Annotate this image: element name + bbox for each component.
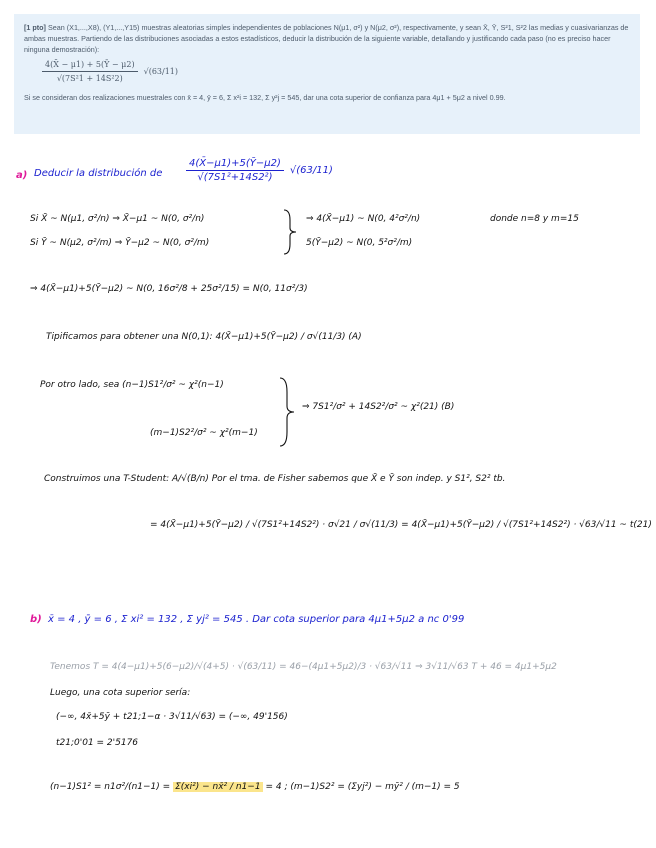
line-b-tenemos: Tenemos T = 4(4−μ1)+5(6−μ2)/√(4+5) · √(63/11) = 46−(4μ1+5μ2)/3 · √63/√11 ⇒ 3√11/√63 T + 46 = 4μ1+5μ2 [50, 662, 557, 672]
line-standardize: Tipificamos para obtener una N(0,1): 4(X̄−μ1)+5(Ȳ−μ2) / σ√(11/3) (A) [46, 332, 362, 342]
line-chi-sum: ⇒ 7S1²/σ² + 14S2²/σ² ~ χ²(21) (B) [302, 402, 455, 412]
part-a-numerator: 4(X̄−μ1)+5(Ȳ−μ2) [186, 158, 284, 171]
part-a-denominator: √(7S1²+14S2²) [197, 172, 273, 183]
s1-result: = 4 [265, 782, 282, 792]
line-t-result: = 4(X̄−μ1)+5(Ȳ−μ2) / √(7S1²+14S2²) · σ√21 / σ√(11/3) = 4(X̄−μ1)+5(Ȳ−μ2) / √(7S1²+14S2²) · √63/√11 ~ t(21) [150, 520, 652, 530]
line-sizes: donde n=8 y m=15 [490, 214, 579, 224]
line-xbar-scaled: ⇒ 4(X̄−μ1) ~ N(0, 4²σ²/n) [306, 214, 421, 224]
problem-second-part: Si se consideran dos realizaciones muestrales con x̄ = 4, ȳ = 6, Σ x²i = 132, Σ y²j = 545, dar una cota superior de confianza para 4μ1 + 5μ2 a nivel 0.99. [24, 93, 506, 102]
part-a-label: a) [16, 170, 28, 181]
line-ybar-scaled: 5(Ȳ−μ2) ~ N(0, 5²σ²/m) [306, 238, 413, 248]
part-a-factor: √(63/11) [289, 165, 333, 176]
line-b-luego: Luego, una cota superior sería: [50, 688, 191, 698]
problem-formula-factor: √(63/11) [143, 67, 178, 76]
line-b-interval: (−∞, 4x̄+5ȳ + t21;1−α · 3√11/√63) = (−∞, 49'156) [56, 712, 288, 722]
part-b-label: b) [30, 614, 42, 625]
line-xbar: Si X̄ ~ N(μ1, σ²/n) ⇒ X̄−μ1 ~ N(0, σ²/n) [30, 214, 205, 224]
problem-formula-numerator: 4(X̄ − μ1) + 5(Ȳ − μ2) [42, 59, 138, 72]
line-b-quantile: t21;0'01 = 2'5176 [56, 738, 139, 748]
part-b-data: x̄ = 4 , ȳ = 6 , Σ xi² = 132 , Σ yj² = 545 . Dar cota superior para 4μ1+5μ2 a nc 0'99 [48, 614, 465, 625]
brace-normal [284, 210, 296, 254]
line-chi-y: (m−1)S2²/σ² ~ χ²(m−1) [150, 428, 258, 438]
line-t-student: Construimos una T-Student: A/√(B/n) Por el tma. de Fisher sabemos que X̄ e Ȳ son indep. y S1², S2² tb. [44, 474, 506, 484]
s1-highlight: Σ(xi²) − nx̄² / n1−1 [175, 782, 261, 792]
part-a-title: Deducir la distribución de [34, 168, 163, 179]
line-chi-x: Por otro lado, sea (n−1)S1²/σ² ~ χ²(n−1) [40, 380, 224, 390]
brace-chi [280, 378, 294, 446]
problem-body: Sean (X1,...,X8), (Y1,...,Y15) muestras aleatorias simples independientes de poblaciones N(μ1, σ²) y N(μ2, σ²), respectivamente, y sean X̄, Ȳ, S²1, S²2 las medias y cuasivarianzas de ambas muestras. Partiendo de las distribuciones asociadas a estos estadísticos, deducir la distribución de la siguiente variable, detallando y justificando cada paso (no es preciso hacer ninguna demostración): [24, 23, 629, 54]
problem-formula-denominator: √(7S²1 + 14S²2) [56, 74, 123, 83]
s1-lhs: (n−1)S1² = n1σ²/(n1−1) = [50, 782, 171, 792]
s2-expression: ; (m−1)S2² = (Σyj²) − mȳ² / (m−1) = 5 [284, 782, 460, 792]
line-ybar: Si Ȳ ~ N(μ2, σ²/m) ⇒ Ȳ−μ2 ~ N(0, σ²/m) [30, 238, 210, 248]
problem-points: [1 pto] [24, 23, 46, 32]
line-sum-distribution: ⇒ 4(X̄−μ1)+5(Ȳ−μ2) ~ N(0, 16σ²/8 + 25σ²/15) = N(0, 11σ²/3) [30, 284, 308, 294]
